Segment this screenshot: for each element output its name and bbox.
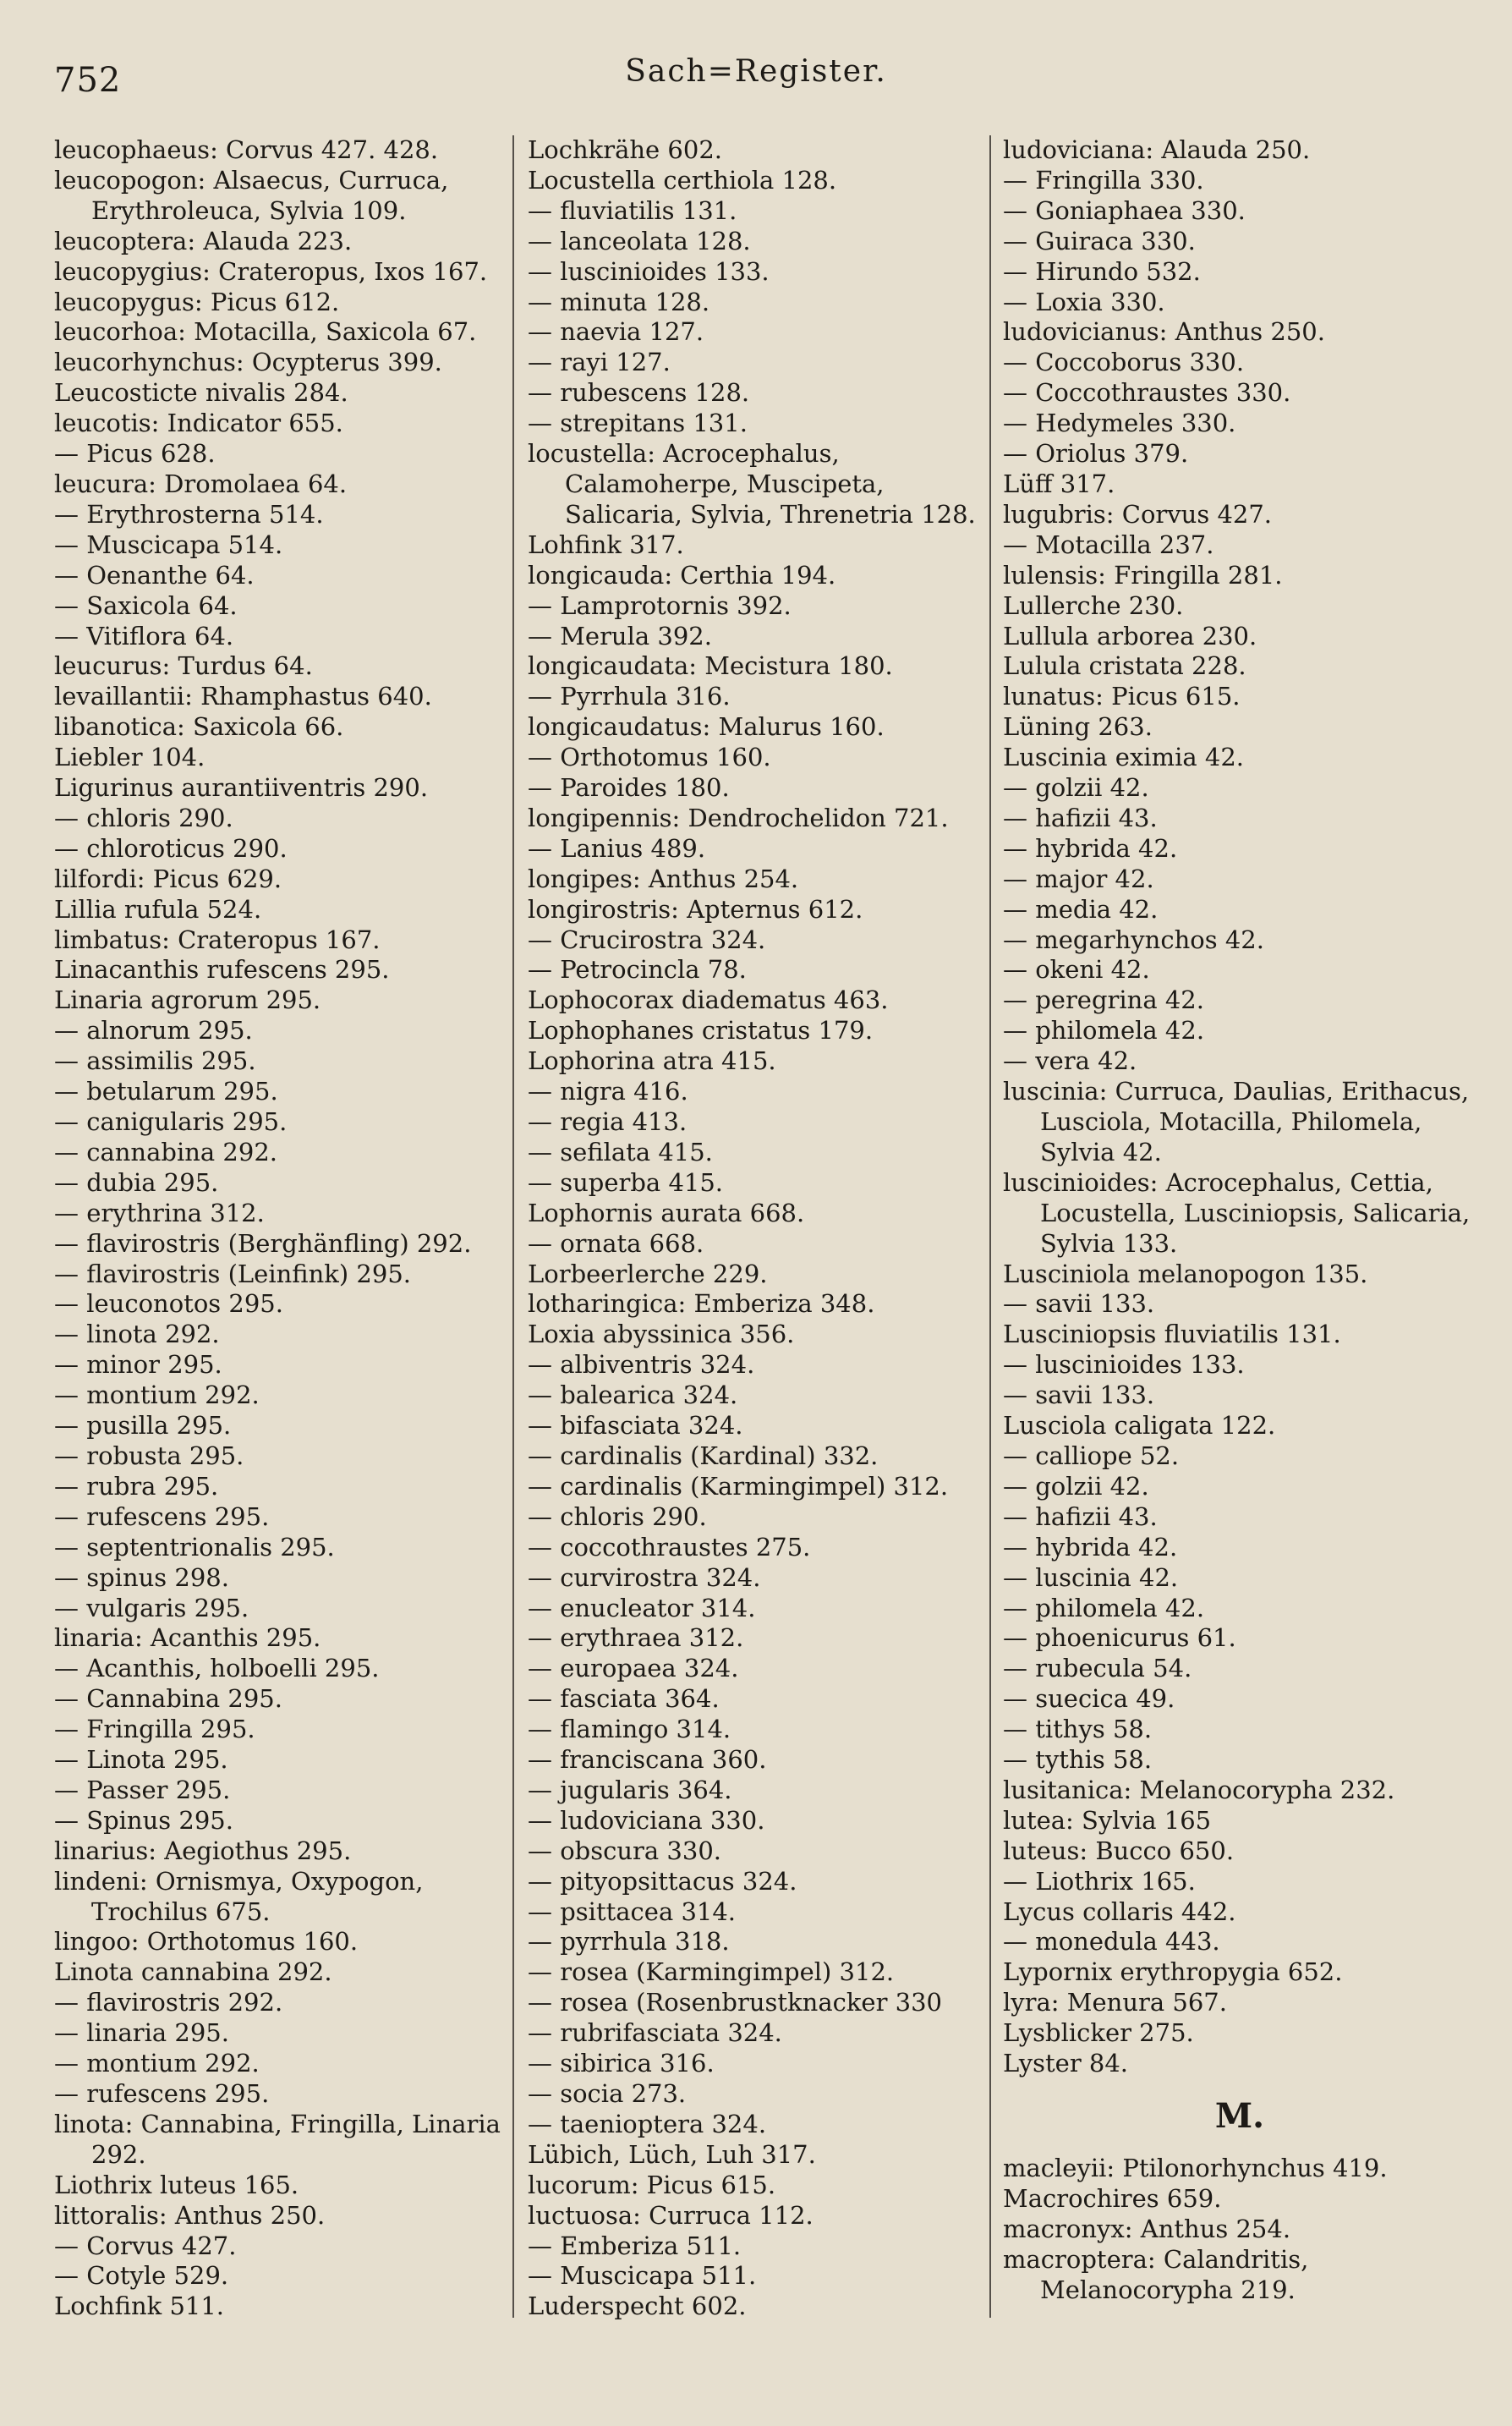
- index-entry: — Muscicapa 511.: [528, 2261, 757, 2291]
- index-entry: — hybrida 42.: [1003, 1532, 1178, 1562]
- index-entry: leucopygius: Crateropus, Ixos 167.: [54, 256, 488, 286]
- index-entry: Lohfink 317.: [528, 530, 684, 559]
- index-entry: — Oriolus 379.: [1003, 439, 1189, 469]
- index-entry: — linaria 295.: [54, 2018, 229, 2048]
- index-entry: longipennis: Dendrochelidon 721.: [528, 803, 949, 832]
- index-entry: lindeni: Ornismya, Oxypogon, Trochilus 675.: [54, 1866, 424, 1926]
- index-entry: — okeni 42.: [1003, 955, 1150, 985]
- index-entry: Linacanthis rufescens 295.: [54, 955, 390, 985]
- index-entry: — savii 133.: [1003, 1380, 1155, 1410]
- index-entry: — Coccoborus 330.: [1003, 348, 1245, 377]
- index-entry: — pusilla 295.: [54, 1411, 232, 1441]
- index-entry: — major 42.: [1003, 864, 1154, 893]
- index-entry: — Vitiflora 64.: [54, 621, 234, 650]
- index-entry: — montium 292.: [54, 1380, 260, 1410]
- index-entry: limbatus: Crateropus 167.: [54, 925, 381, 954]
- index-entry: leucotis: Indicator 655.: [54, 409, 343, 438]
- index-entry: — Fringilla 330.: [1003, 165, 1204, 195]
- index-entry: Lübich, Lüch, Luh 317.: [528, 2139, 816, 2169]
- index-entry: — rubrifasciata 324.: [528, 2018, 782, 2048]
- index-entry: — Cotyle 529.: [54, 2261, 229, 2291]
- index-entry: — vulgaris 295.: [54, 1593, 249, 1622]
- index-entry: leucorhoa: Motacilla, Saxicola 67.: [54, 317, 477, 347]
- index-entry: — ornata 668.: [528, 1228, 704, 1258]
- index-entry: — assimilis 295.: [54, 1046, 256, 1076]
- index-entry: — canigularis 295.: [54, 1107, 288, 1136]
- index-entry: luscinioides: Acrocephalus, Cettia, Locustella, Lusciniopsis, Salicaria, Sylvia 133.: [1003, 1167, 1471, 1258]
- page-number: 752: [54, 61, 122, 100]
- index-entry: Luderspecht 602.: [528, 2292, 747, 2321]
- index-entry: Lorbeerlerche 229.: [528, 1259, 768, 1288]
- index-entry: Lüning 263.: [1003, 712, 1153, 742]
- index-entry: — rubra 295.: [54, 1471, 219, 1501]
- index-entry: — superba 415.: [528, 1167, 724, 1197]
- index-entry: — ludoviciana 330.: [528, 1805, 765, 1835]
- index-entry: — albiventris 324.: [528, 1350, 755, 1380]
- index-entry: — monedula 443.: [1003, 1927, 1220, 1957]
- index-entry: Lophophanes cristatus 179.: [528, 1016, 874, 1046]
- index-entry: Macrochires 659.: [1003, 2183, 1222, 2213]
- index-entry: lutea: Sylvia 165: [1003, 1805, 1212, 1835]
- index-entry: — Coccothraustes 330.: [1003, 378, 1291, 408]
- index-entry: — peregrina 42.: [1003, 985, 1204, 1015]
- index-entry: macroptera: Calandritis, Melanocorypha 219.: [1003, 2244, 1309, 2304]
- index-entry: longirostris: Apternus 612.: [528, 894, 863, 924]
- index-entry: — Cannabina 295.: [54, 1684, 282, 1714]
- index-entry: — chloroticus 290.: [54, 833, 288, 863]
- index-entry: — enucleator 314.: [528, 1593, 756, 1622]
- index-entry: — curvirostra 324.: [528, 1562, 761, 1592]
- index-column-1: [54, 135, 507, 2322]
- index-entry: — rubescens 128.: [528, 378, 750, 408]
- index-column-2: [528, 135, 984, 2322]
- index-entry: — rufescens 295.: [54, 1501, 270, 1531]
- index-entry: longicaudatus: Malurus 160.: [528, 712, 885, 742]
- index-entry: Lypornix erythropygia 652.: [1003, 1957, 1343, 1987]
- index-entry: — philomela 42.: [1003, 1593, 1205, 1622]
- section-letter: M.: [1214, 2096, 1265, 2136]
- index-entry: leucura: Dromolaea 64.: [54, 469, 348, 498]
- index-entry: — obscura 330.: [528, 1836, 721, 1865]
- index-entry: — europaea 324.: [528, 1654, 739, 1683]
- index-entry: — leuconotos 295.: [54, 1289, 283, 1319]
- index-entry: Lyster 84.: [1003, 2049, 1129, 2078]
- index-entry: — Corvus 427.: [54, 2231, 237, 2260]
- index-entry: lusitanica: Melanocorypha 232.: [1003, 1775, 1395, 1804]
- index-entry: Lüff 317.: [1003, 469, 1115, 498]
- index-entry: — alnorum 295.: [54, 1016, 253, 1046]
- index-entry: — rubecula 54.: [1003, 1654, 1192, 1683]
- index-entry: — Linota 295.: [54, 1745, 228, 1775]
- index-entry: — Liothrix 165.: [1003, 1866, 1196, 1896]
- index-entry: — naevia 127.: [528, 317, 704, 347]
- index-entry: luteus: Bucco 650.: [1003, 1836, 1235, 1865]
- index-entry: — Muscicapa 514.: [54, 530, 283, 559]
- index-entry: Lusciniola melanopogon 135.: [1003, 1259, 1368, 1288]
- index-entry: — bifasciata 324.: [528, 1411, 743, 1441]
- index-entry: Lochfink 511.: [54, 2292, 225, 2321]
- index-column-3: [1003, 135, 1476, 2305]
- index-entry: libanotica: Saxicola 66.: [54, 712, 344, 742]
- index-entry: — Erythrosterna 514.: [54, 499, 324, 529]
- index-entry: — psittacea 314.: [528, 1896, 737, 1926]
- index-entry: — Pyrrhula 316.: [528, 682, 731, 711]
- index-entry: linaria: Acanthis 295.: [54, 1623, 321, 1653]
- index-entry: Luscinia eximia 42.: [1003, 743, 1244, 772]
- index-entry: — sefilata 415.: [528, 1137, 713, 1166]
- index-entry: — Hedymeles 330.: [1003, 409, 1236, 438]
- index-entry: — hafizii 43.: [1003, 1501, 1158, 1531]
- index-entry: — rosea (Karmingimpel) 312.: [528, 1957, 895, 1987]
- index-entry: — septentrionalis 295.: [54, 1532, 335, 1562]
- index-entry: — minor 295.: [54, 1350, 222, 1380]
- index-entry: Lycus collaris 442.: [1003, 1896, 1236, 1926]
- index-entry: Liothrix luteus 165.: [54, 2170, 299, 2199]
- index-entry: — robusta 295.: [54, 1441, 244, 1470]
- index-entry: Lullula arborea 230.: [1003, 621, 1257, 650]
- index-entry: — calliope 52.: [1003, 1441, 1180, 1470]
- index-entry: levaillantii: Rhamphastus 640.: [54, 682, 432, 711]
- index-entry: — Merula 392.: [528, 621, 712, 650]
- index-entry: leucopygus: Picus 612.: [54, 287, 340, 316]
- index-entry: — Motacilla 237.: [1003, 530, 1214, 559]
- index-entry: — linota 292.: [54, 1320, 220, 1349]
- index-entry: linota: Cannabina, Fringilla, Linaria 292.: [54, 2109, 501, 2169]
- index-entry: longipes: Anthus 254.: [528, 864, 799, 893]
- index-entry: — franciscana 360.: [528, 1745, 767, 1775]
- index-entry: Lullerche 230.: [1003, 590, 1184, 620]
- index-entry: — Lanius 489.: [528, 833, 706, 863]
- index-entry: — betularum 295.: [54, 1077, 278, 1106]
- index-entry: — cardinalis (Kardinal) 332.: [528, 1441, 879, 1470]
- index-entry: — phoenicurus 61.: [1003, 1623, 1236, 1653]
- index-entry: — pityopsittacus 324.: [528, 1866, 797, 1896]
- index-entry: — rufescens 295.: [54, 2079, 270, 2108]
- index-entry: — Saxicola 64.: [54, 590, 238, 620]
- index-entry: leucophaeus: Corvus 427. 428.: [54, 135, 439, 164]
- index-entry: lilfordi: Picus 629.: [54, 864, 282, 893]
- index-entry: Lulula cristata 228.: [1003, 651, 1246, 681]
- index-entry: Leucosticte nivalis 284.: [54, 378, 348, 408]
- index-entry: Lusciola caligata 122.: [1003, 1411, 1276, 1441]
- index-entry: longicaudata: Mecistura 180.: [528, 651, 893, 681]
- index-entry: — erythrina 312.: [54, 1198, 265, 1227]
- index-entry: — lanceolata 128.: [528, 226, 751, 255]
- index-entry: — Fringilla 295.: [54, 1715, 255, 1744]
- index-entry: lugubris: Corvus 427.: [1003, 499, 1273, 529]
- index-entry: — rayi 127.: [528, 348, 671, 377]
- index-entry: Lusciniopsis fluviatilis 131.: [1003, 1320, 1341, 1349]
- index-entry: — sibirica 316.: [528, 2049, 715, 2078]
- index-entry: — Hirundo 532.: [1003, 256, 1201, 286]
- index-entry: Lophornis aurata 668.: [528, 1198, 805, 1227]
- index-entry: — flavirostris 292.: [54, 1988, 283, 2017]
- index-entry: — Petrocincla 78.: [528, 955, 747, 985]
- index-entry: Lophocorax diadematus 463.: [528, 985, 889, 1015]
- index-entry: — Passer 295.: [54, 1775, 231, 1804]
- index-entry: — balearica 324.: [528, 1380, 738, 1410]
- index-entry: lunatus: Picus 615.: [1003, 682, 1241, 711]
- index-entry: — cannabina 292.: [54, 1137, 277, 1166]
- index-entry: — taenioptera 324.: [528, 2109, 767, 2138]
- index-entry: Lochkrähe 602.: [528, 135, 722, 164]
- index-entry: — golzii 42.: [1003, 1471, 1149, 1501]
- index-entry: — dubia 295.: [54, 1167, 219, 1197]
- index-entry: lotharingica: Emberiza 348.: [528, 1289, 875, 1319]
- index-entry: — golzii 42.: [1003, 773, 1149, 803]
- index-entry: — rosea (Rosenbrustknacker 330: [528, 1988, 943, 2017]
- index-entry: — Guiraca 330.: [1003, 226, 1196, 255]
- index-entry: ludovicianus: Anthus 250.: [1003, 317, 1325, 347]
- index-entry: — luscinioides 133.: [528, 256, 770, 286]
- index-entry: leucurus: Turdus 64.: [54, 651, 313, 681]
- index-entry: — coccothraustes 275.: [528, 1532, 811, 1562]
- index-entry: — savii 133.: [1003, 1289, 1155, 1319]
- index-entry: leucopogon: Alsaecus, Curruca, Erythroleuca, Sylvia 109.: [54, 165, 449, 225]
- index-entry: — philomela 42.: [1003, 1016, 1205, 1046]
- index-entry: — pyrrhula 318.: [528, 1927, 730, 1957]
- index-entry: — erythraea 312.: [528, 1623, 744, 1653]
- index-entry: Lillia rufula 524.: [54, 894, 262, 924]
- index-entry: longicauda: Certhia 194.: [528, 560, 836, 590]
- index-entry: — tithys 58.: [1003, 1715, 1153, 1744]
- index-entry: — suecica 49.: [1003, 1684, 1175, 1714]
- index-entry: macleyii: Ptilonorhynchus 419.: [1003, 2153, 1388, 2182]
- index-entry: — luscinioides 133.: [1003, 1350, 1245, 1380]
- index-entry: — chloris 290.: [528, 1501, 707, 1531]
- index-entry: — megarhynchos 42.: [1003, 925, 1264, 954]
- index-entry: — Orthotomus 160.: [528, 743, 771, 772]
- index-entry: linarius: Aegiothus 295.: [54, 1836, 352, 1865]
- index-entry: lulensis: Fringilla 281.: [1003, 560, 1283, 590]
- index-entry: luscinia: Curruca, Daulias, Erithacus, Lusciola, Motacilla, Philomela, Sylvia 42.: [1003, 1077, 1470, 1166]
- index-entry: — luscinia 42.: [1003, 1562, 1179, 1592]
- index-entry: — strepitans 131.: [528, 409, 748, 438]
- index-entry: — hybrida 42.: [1003, 833, 1178, 863]
- column-divider: [989, 135, 991, 2318]
- index-entry: — Picus 628.: [54, 439, 216, 469]
- index-entry: — spinus 298.: [54, 1562, 229, 1592]
- index-entry: Lysblicker 275.: [1003, 2018, 1194, 2048]
- index-entry: Lophorina atra 415.: [528, 1046, 776, 1076]
- index-entry: — Goniaphaea 330.: [1003, 195, 1246, 225]
- index-entry: — vera 42.: [1003, 1046, 1137, 1076]
- index-entry: — nigra 416.: [528, 1077, 688, 1106]
- index-entry: — socia 273.: [528, 2079, 687, 2108]
- index-entry: — jugularis 364.: [528, 1775, 732, 1804]
- index-entry: Linaria agrorum 295.: [54, 985, 321, 1015]
- index-entry: — hafizii 43.: [1003, 803, 1158, 832]
- index-entry: — Paroides 180.: [528, 773, 730, 803]
- index-entry: — montium 292.: [54, 2049, 260, 2078]
- index-entry: littoralis: Anthus 250.: [54, 2200, 326, 2230]
- index-entry: — chloris 290.: [54, 803, 233, 832]
- index-entry: Loxia abyssinica 356.: [528, 1320, 795, 1349]
- index-entry: — fasciata 364.: [528, 1684, 720, 1714]
- index-entry: — Emberiza 511.: [528, 2231, 742, 2260]
- index-entry: Locustella certhiola 128.: [528, 165, 837, 195]
- index-entry: locustella: Acrocephalus, Calamoherpe, Muscipeta, Salicaria, Sylvia, Threnetria 128.: [528, 439, 976, 529]
- index-entry: — Crucirostra 324.: [528, 925, 766, 954]
- index-entry: — flavirostris (Berghänfling) 292.: [54, 1228, 472, 1258]
- index-entry: — Loxia 330.: [1003, 287, 1165, 316]
- index-entry: — Lamprotornis 392.: [528, 590, 792, 620]
- index-entry: Linota cannabina 292.: [54, 1957, 332, 1987]
- index-entry: leucoptera: Alauda 223.: [54, 226, 353, 255]
- index-entry: lucorum: Picus 615.: [528, 2170, 776, 2199]
- index-entry: macronyx: Anthus 254.: [1003, 2214, 1291, 2243]
- column-divider: [512, 135, 514, 2318]
- index-entry: — Oenanthe 64.: [54, 560, 255, 590]
- index-entry: Liebler 104.: [54, 743, 205, 772]
- index-entry: — regia 413.: [528, 1107, 688, 1136]
- index-entry: lyra: Menura 567.: [1003, 1988, 1227, 2017]
- index-entry: luctuosa: Curruca 112.: [528, 2200, 814, 2230]
- index-entry: — flamingo 314.: [528, 1715, 731, 1744]
- index-entry: — tythis 58.: [1003, 1745, 1153, 1775]
- index-entry: — minuta 128.: [528, 287, 710, 316]
- index-entry: lingoo: Orthotomus 160.: [54, 1927, 359, 1957]
- index-entry: — media 42.: [1003, 894, 1159, 924]
- index-entry: Ligurinus aurantiiventris 290.: [54, 773, 429, 803]
- index-entry: — fluviatilis 131.: [528, 195, 737, 225]
- index-entry: — cardinalis (Karmingimpel) 312.: [528, 1471, 949, 1501]
- index-entry: — Spinus 295.: [54, 1805, 233, 1835]
- running-head: Sach=Register.: [625, 54, 887, 89]
- index-entry: ludoviciana: Alauda 250.: [1003, 135, 1311, 164]
- index-entry: — flavirostris (Leinfink) 295.: [54, 1259, 411, 1288]
- index-entry: — Acanthis, holboelli 295.: [54, 1654, 380, 1683]
- index-entry: leucorhynchus: Ocypterus 399.: [54, 348, 442, 377]
